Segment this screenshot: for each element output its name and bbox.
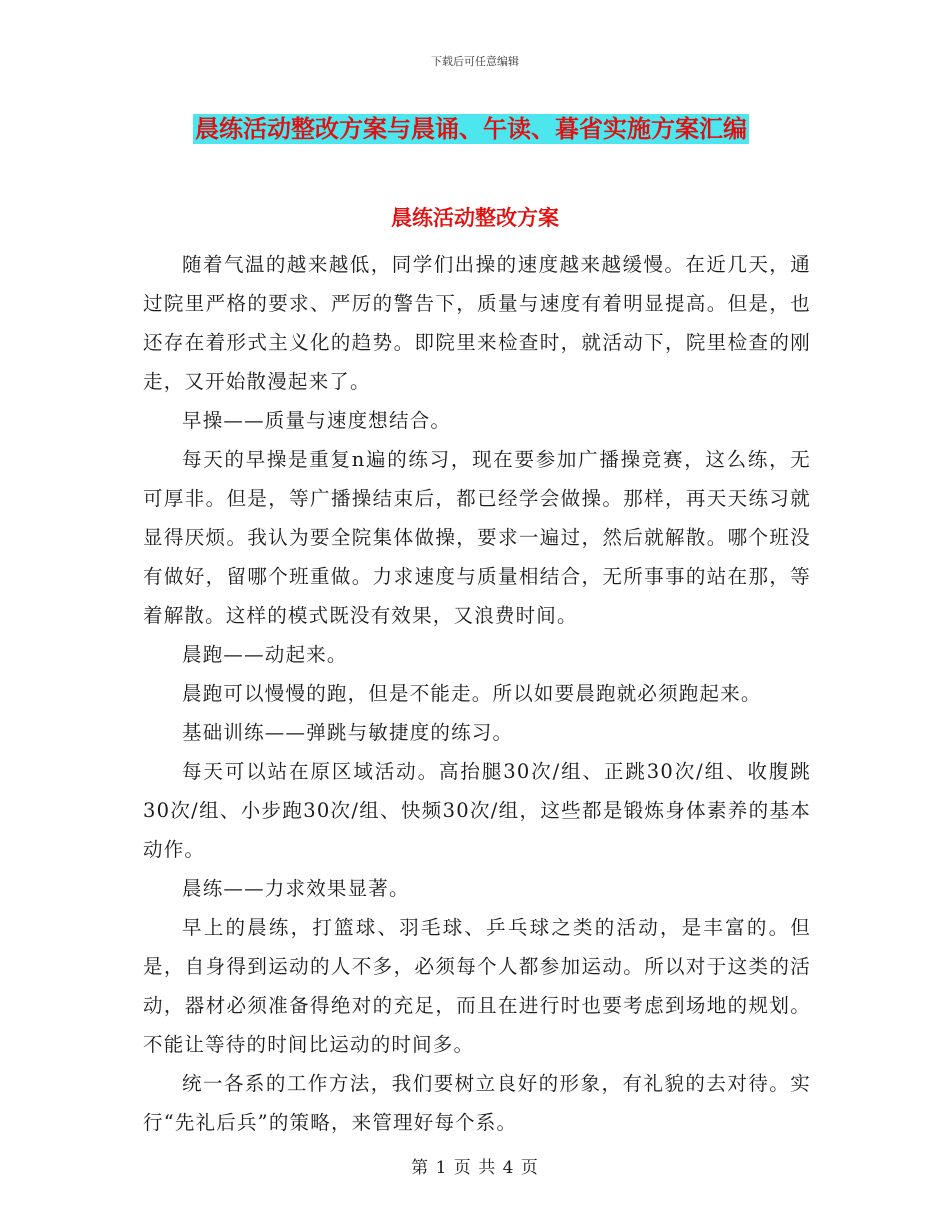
section-title: 晨练活动整改方案 xyxy=(391,206,559,230)
paragraph: 晨练——力求效果显著。 xyxy=(182,877,410,900)
paragraph: 基础训练——弹跳与敏捷度的练习。 xyxy=(182,721,514,744)
paragraph: 晨跑可以慢慢的跑，但是不能走。所以如要晨跑就必须跑起来。 xyxy=(182,682,762,705)
document-title: 晨练活动整改方案与晨诵、午读、暮省实施方案汇编 xyxy=(195,115,747,143)
paragraph: 统一各系的工作方法，我们要树立良好的形象，有礼貌的去对待。实行“先礼后兵”的策略，来管理好每个系。 xyxy=(143,1072,811,1134)
paragraph: 晨跑——动起来。 xyxy=(182,643,348,666)
paragraph: 随着气温的越来越低，同学们出操的速度越来越缓慢。在近几天，通过院里严格的要求、严厉的警告下，质量与速度有着明显提高。但是，也还存在着形式主义化的趋势。即院里来检查时，就活动下，院里检查的刚走，又开始散漫起来了。 xyxy=(143,253,811,393)
body-text xyxy=(143,245,811,1142)
paragraph: 每天的早操是重复n遍的练习，现在要参加广播操竞赛，这么练，无可厚非。但是，等广播操结束后，都已经学会做操。那样，再天天练习就显得厌烦。我认为要全院集体做操，要求一遍过，然后就解散。哪个班没有做好，留哪个班重做。力求速度与质量相结合，无所事事的站在那，等着解散。这样的模式既没有效果，又浪费时间。 xyxy=(143,448,811,627)
paragraph: 早操——质量与速度想结合。 xyxy=(182,409,452,432)
paragraph: 早上的晨练，打篮球、羽毛球、乒乓球之类的活动，是丰富的。但是，自身得到运动的人不多，必须每个人都参加运动。所以对于这类的活动，器材必须准备得绝对的充足，而且在进行时也要考虑到场地的规划。不能让等待的时间比运动的时间多。 xyxy=(143,916,811,1056)
page-number-footer: 第 1 页 共 4 页 xyxy=(411,1158,539,1178)
paragraph: 每天可以站在原区域活动。高抬腿30次/组、正跳30次/组、收腹跳30次/组、小步跑30次/组、快频30次/组，这些都是锻炼身体素养的基本动作。 xyxy=(143,760,811,861)
header-note: 下载后可任意编辑 xyxy=(431,55,519,68)
